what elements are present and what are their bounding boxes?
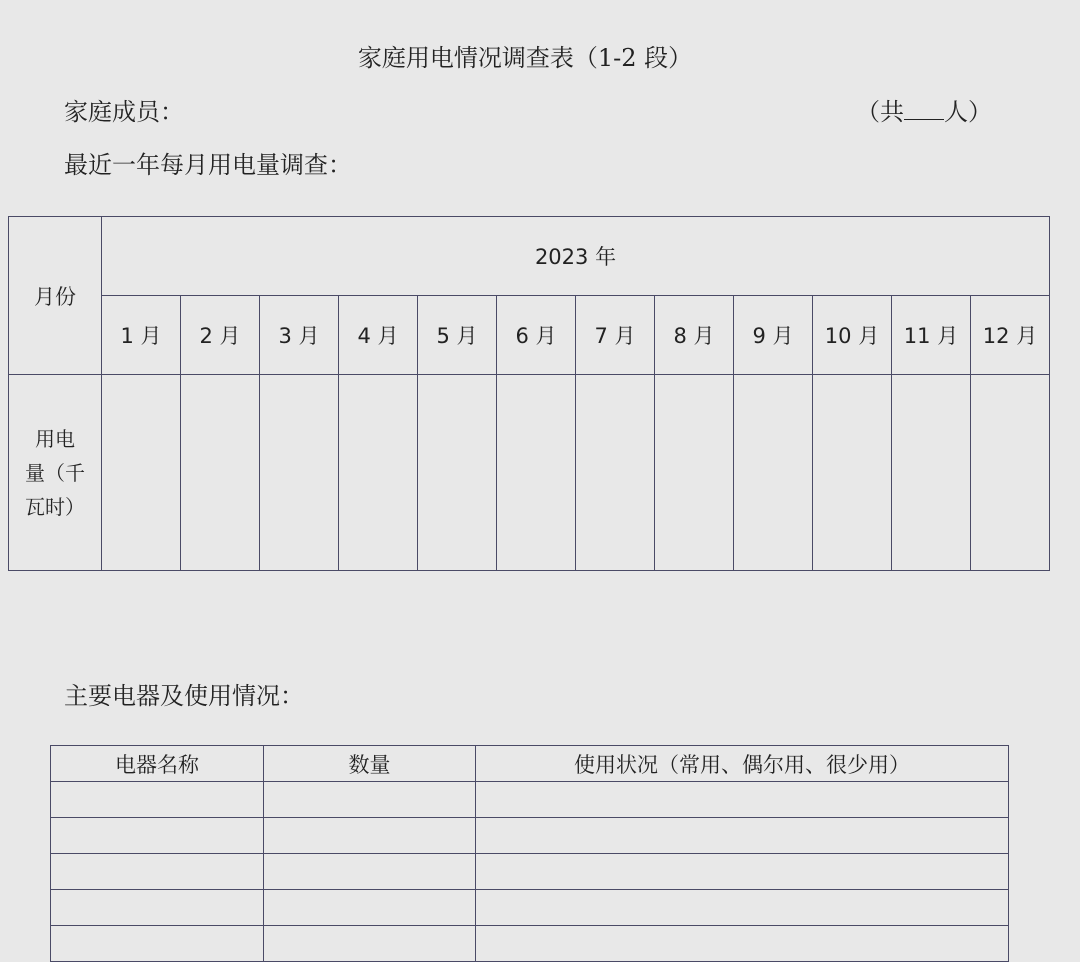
quantity-cell[interactable] bbox=[264, 926, 476, 962]
quantity-cell[interactable] bbox=[264, 854, 476, 890]
member-count bbox=[856, 92, 992, 127]
member-count-open: （共 bbox=[856, 98, 904, 126]
usage-cell[interactable] bbox=[260, 375, 339, 571]
usage-cell[interactable] bbox=[734, 375, 813, 571]
monthly-usage-label: 最近一年每月用电量调查： bbox=[64, 151, 352, 179]
month-header: 3 月 bbox=[260, 296, 339, 375]
usage-cell[interactable] bbox=[339, 375, 418, 571]
usage-cell[interactable] bbox=[655, 375, 734, 571]
usage-cell[interactable] bbox=[971, 375, 1050, 571]
quantity-cell[interactable] bbox=[264, 818, 476, 854]
year-header bbox=[102, 217, 1050, 296]
quantity-cell[interactable] bbox=[264, 782, 476, 818]
usage-status-cell[interactable] bbox=[476, 854, 1009, 890]
appliance-name-cell[interactable] bbox=[51, 890, 264, 926]
usage-cell[interactable] bbox=[102, 375, 181, 571]
usage-cell[interactable] bbox=[418, 375, 497, 571]
table-row bbox=[51, 890, 1009, 926]
usage-cell[interactable] bbox=[813, 375, 892, 571]
month-row-header: 月份 bbox=[9, 217, 102, 375]
page-title: 家庭用电情况调查表（1-2 段） bbox=[357, 44, 693, 72]
usage-status-cell[interactable] bbox=[476, 890, 1009, 926]
appliances-table bbox=[50, 745, 1009, 962]
month-header: 1 月 bbox=[102, 296, 181, 375]
appliance-name-cell[interactable] bbox=[51, 818, 264, 854]
appliances-label: 主要电器及使用情况： bbox=[64, 682, 304, 710]
table-row bbox=[51, 818, 1009, 854]
usage-cell[interactable] bbox=[576, 375, 655, 571]
table-row bbox=[51, 854, 1009, 890]
quantity-cell[interactable] bbox=[264, 890, 476, 926]
usage-label-line2: 量（千 bbox=[25, 460, 85, 485]
usage-cell[interactable] bbox=[497, 375, 576, 571]
usage-status-cell[interactable] bbox=[476, 926, 1009, 962]
usage-cell[interactable] bbox=[181, 375, 260, 571]
month-header: 4 月 bbox=[339, 296, 418, 375]
usage-row-header bbox=[9, 375, 102, 571]
month-header: 11 月 bbox=[892, 296, 971, 375]
family-members-label: 家庭成员： bbox=[64, 98, 184, 126]
header-quantity: 数量 bbox=[264, 746, 476, 782]
year-value: 2023 bbox=[534, 245, 589, 269]
usage-label-line3: 瓦时） bbox=[25, 494, 85, 519]
usage-status-cell[interactable] bbox=[476, 782, 1009, 818]
table-row bbox=[51, 782, 1009, 818]
header-usage-status: 使用状况（常用、偶尔用、很少用） bbox=[476, 746, 1009, 782]
table-row bbox=[51, 926, 1009, 962]
header-appliance-name: 电器名称 bbox=[51, 746, 264, 782]
usage-cell[interactable] bbox=[892, 375, 971, 571]
month-header: 8 月 bbox=[655, 296, 734, 375]
month-header: 7 月 bbox=[576, 296, 655, 375]
appliance-name-cell[interactable] bbox=[51, 926, 264, 962]
usage-label-line1: 用电 bbox=[35, 426, 75, 451]
member-count-close: 人） bbox=[944, 98, 992, 126]
month-header: 2 月 bbox=[181, 296, 260, 375]
member-count-blank[interactable] bbox=[904, 97, 944, 120]
month-header: 12 月 bbox=[971, 296, 1050, 375]
usage-status-cell[interactable] bbox=[476, 818, 1009, 854]
month-header: 9 月 bbox=[734, 296, 813, 375]
month-header: 10 月 bbox=[813, 296, 892, 375]
month-header: 5 月 bbox=[418, 296, 497, 375]
year-unit: 年 bbox=[595, 245, 617, 269]
appliance-name-cell[interactable] bbox=[51, 782, 264, 818]
appliance-name-cell[interactable] bbox=[51, 854, 264, 890]
month-header: 6 月 bbox=[497, 296, 576, 375]
monthly-usage-table bbox=[8, 216, 1050, 571]
